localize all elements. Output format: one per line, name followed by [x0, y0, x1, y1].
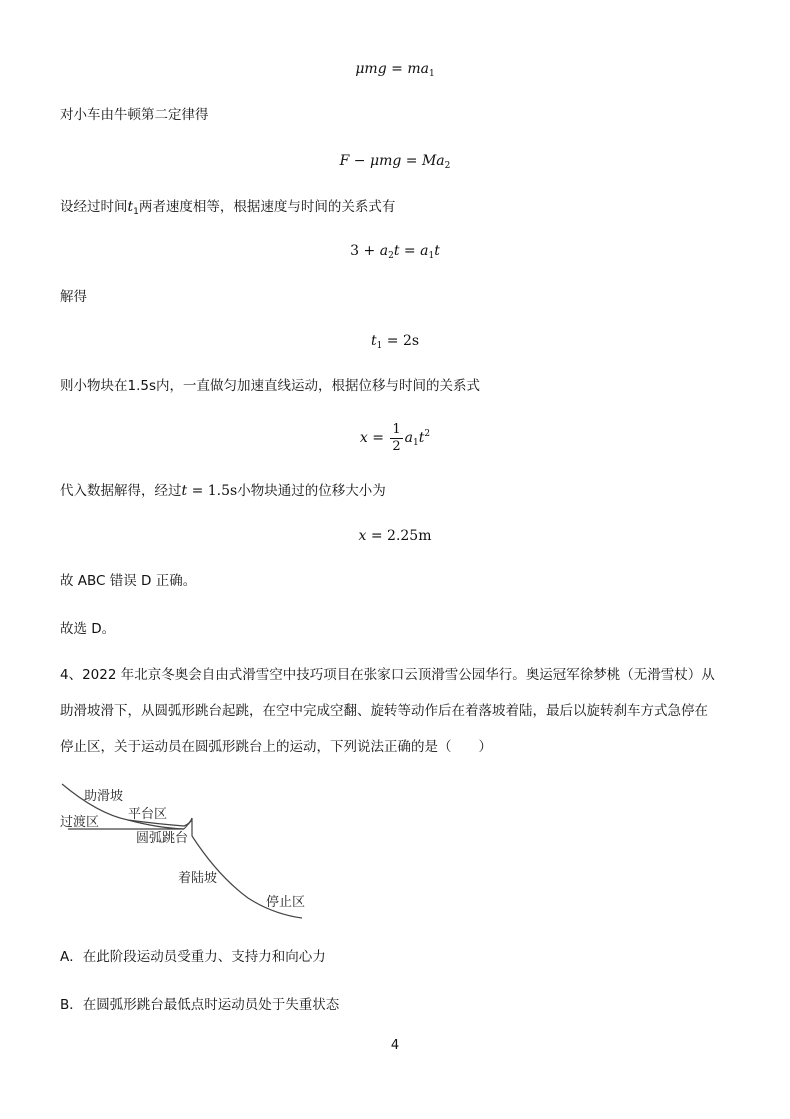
eq6-x: x — [358, 528, 367, 544]
eq5-t: t — [418, 430, 425, 446]
fraction-half — [390, 422, 402, 455]
eq1-lhs: μmg — [355, 61, 387, 77]
text5-after: 小物块通过的位移大小为 — [237, 483, 386, 499]
option-a[interactable]: A．在此阶段运动员受重力、支持力和向心力 — [60, 949, 326, 965]
text5-before: 代入数据解得，经过 — [60, 483, 182, 499]
label-inrun: 助滑坡 — [84, 789, 124, 804]
eq3-t2: t — [434, 243, 440, 259]
fraction-numerator: 1 — [392, 421, 401, 437]
label-transition: 过渡区 — [60, 815, 100, 830]
eq1-sub: 1 — [428, 69, 435, 79]
text-substitute — [0, 482, 790, 500]
eq3-a: a — [379, 243, 389, 259]
text2-var: t — [127, 199, 134, 215]
text-answer: 故选 D。 — [60, 621, 116, 637]
eq3-asub: 2 — [388, 251, 394, 261]
equation-3: $3 + a_2t = a_1t$ — [350, 243, 440, 261]
eq6-val: 2.25m — [387, 528, 432, 544]
eq4-sub: 1 — [376, 341, 383, 351]
equation-4: $t_1 = 2s$ — [370, 333, 420, 351]
eq5-a: a — [404, 430, 414, 446]
jump-lip-line — [184, 820, 192, 829]
label-stop: 停止区 — [266, 895, 306, 910]
label-landing: 着陆坡 — [178, 871, 218, 886]
question-4-line-2: 助滑坡滑下，从圆弧形跳台起跳，在空中完成空翻、旋转等动作后在着落坡着陆，最后以旋转刹车方式急停在 — [60, 703, 708, 719]
eq3-t: t — [393, 243, 400, 259]
eq2-b: μmg — [369, 153, 402, 169]
eq4-val: 2s — [402, 333, 420, 349]
equation-1: $\mu mg = ma_1$ — [355, 61, 435, 79]
text-conclusion: 故 ABC 错误 D 正确。 — [60, 573, 197, 589]
eq3-num: 3 — [350, 243, 360, 259]
text2-before: 设经过时间 — [60, 199, 128, 215]
equation-6: x = 2.25m — [358, 528, 432, 544]
text2-after: 两者速度相等，根据速度与时间的关系式有 — [138, 199, 396, 215]
question-4-line-1: 4、2022 年北京冬奥会自由式滑雪空中技巧项目在张家口云顶滑雪公园华行。奥运冠军徐梦桃（无滑雪杖）从 — [60, 667, 715, 683]
eq3-b: a — [420, 243, 429, 259]
option-b[interactable]: B．在圆弧形跳台最低点时运动员处于失重状态 — [60, 997, 340, 1013]
eq2-c: Ma — [421, 153, 445, 169]
label-jump: 圆弧跳台 — [136, 831, 189, 846]
text5-eq: = 1.5s — [187, 483, 238, 499]
eq2-a: F — [339, 153, 350, 169]
text-displacement-intro — [0, 377, 790, 395]
fraction-denominator: 2 — [392, 438, 401, 454]
ski-jump-diagram — [58, 776, 318, 926]
text4-num: 1.5s — [127, 378, 157, 394]
text2-sub: 1 — [133, 207, 139, 217]
page-number: 4 — [390, 1038, 400, 1053]
text4-before: 则小物块在 — [60, 378, 128, 394]
eq5-sup: 2 — [424, 429, 431, 439]
text-newton-cart: 对小车由牛顿第二定律得 — [60, 107, 209, 123]
eq2-sub: 2 — [444, 161, 451, 171]
eq3-bsub: 1 — [428, 251, 435, 261]
label-platform: 平台区 — [128, 807, 168, 822]
equation-5: x = $\frac{1}{2}$ $a_1t^2$ — [359, 421, 431, 454]
text-solve: 解得 — [60, 289, 87, 305]
eq4-var: t — [370, 333, 377, 349]
eq1-rhs: ma — [407, 61, 429, 77]
text5-var: t — [181, 483, 188, 499]
text4-after: 内，一直做匀加速直线运动，根据位移与时间的关系式 — [156, 378, 481, 394]
eq5-asub: 1 — [413, 438, 419, 448]
question-4-line-3: 停止区，关于运动员在圆弧形跳台上的运动，下列说法正确的是（ ） — [60, 739, 492, 755]
eq5-x: x — [359, 430, 368, 446]
equation-2: $F - \mu mg = Ma_2$ — [339, 153, 451, 171]
text-time-assumption — [0, 198, 790, 216]
